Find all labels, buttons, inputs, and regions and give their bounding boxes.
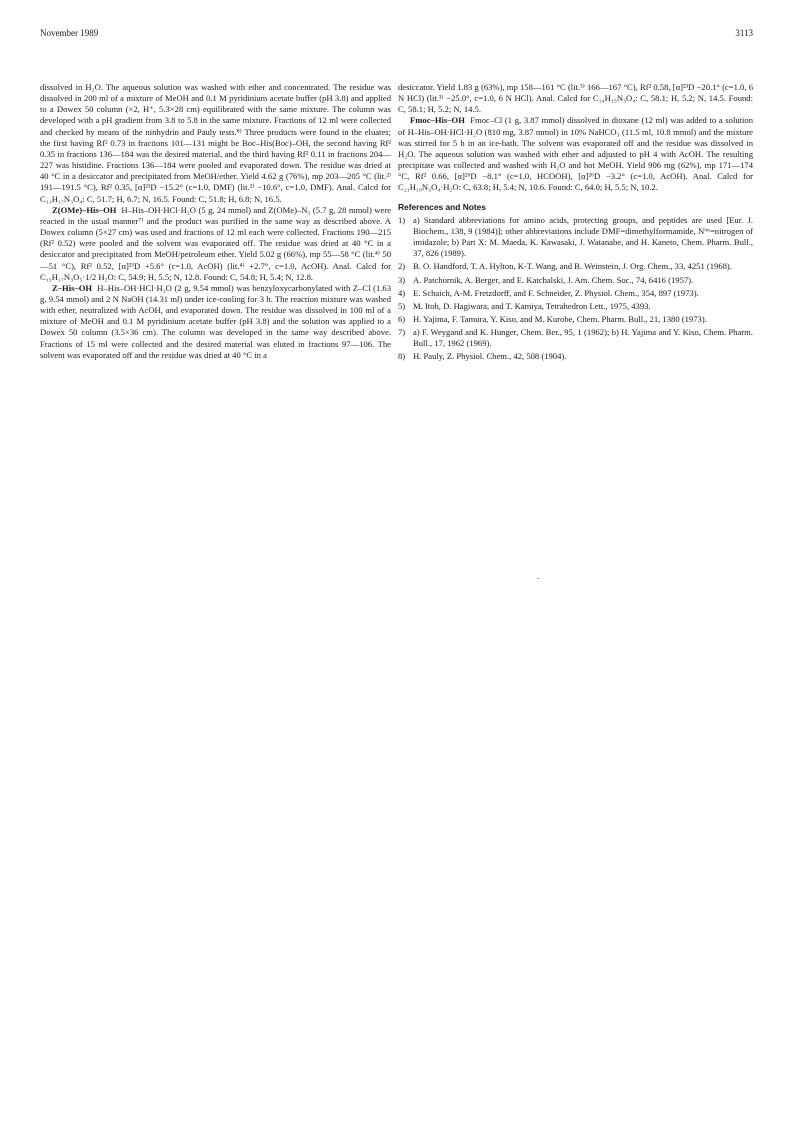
reference-number: 3) bbox=[398, 274, 406, 285]
reference-text: A. Patchornik, A. Berger, and E. Katchalski, J. Am. Chem. Soc., 74, 6416 (1957). bbox=[413, 274, 694, 285]
references-list bbox=[398, 215, 753, 363]
reference-item bbox=[398, 351, 753, 362]
reference-number: 2) bbox=[398, 261, 406, 272]
reference-item bbox=[398, 261, 753, 272]
right-column bbox=[398, 82, 753, 365]
compound-heading: Z–His–OH bbox=[52, 282, 93, 293]
reference-item bbox=[398, 314, 753, 325]
paragraph-text: H–His–OH·HCl·H₂O (5 g, 24 mmol) and Z(OMe)–N₃ (5.7 g, 28 mmol) were reacted in the usual manner⁷⁾ and the product was purified in the same way as described above. A Dowex column (5×27 cm) was used and fractions of 12 ml each were collected. Fractions 190—215 (Rf² 0.52) were pooled and the solvent was evaporated off. The residue was dried at 40 °C in a desiccator and precipitated from MeOH/petroleum ether. Yield 5.02 g (66%), mp 55—58 °C (lit.⁴⁾ 50—51 °C), Rf² 0.52, [α]²³D +5.6° (c=1.0, AcOH) (lit.⁴⁾ +2.7°, c=1.0, AcOH). Anal. Calcd for C₁₅H₁₇N₃O₅·1/2 H₂O: C, 54.9; H, 5.5; N, 12.8. Found: C, 54.8; H, 5.4; N, 12.8. bbox=[40, 204, 392, 282]
running-header-date: November 1989 bbox=[40, 28, 99, 38]
reference-text: M. Itoh, D. Hagiwara, and T. Kamiya, Tetrahedron Lett., 1975, 4393. bbox=[413, 300, 651, 311]
page-number: 3113 bbox=[735, 28, 753, 38]
reference-text: a) F. Weygand and K. Hunger, Chem. Ber., 95, 1 (1962); b) H. Yajima and Y. Kiso, Chem. Pharm. Bull., 17, 1962 (1969). bbox=[413, 327, 753, 349]
stray-mark bbox=[537, 578, 539, 579]
paragraph-text: Fmoc–Cl (1 g, 3.87 mmol) dissolved in dioxane (12 ml) was added to a solution of H–His–OH·HCl·H₂O (810 mg, 3.87 mmol) in 10% NaHCO₃ (11.5 ml, 10.8 mmol) and the mixture was stirred for 5 h in an ice-bath. The solvent was evaporated off and the residue was dissolved in H₂O. The aqueous solution was washed with ether and adjusted to pH 4 with AcOH. The resulting precipitate was collected and washed with H₂O and hot MeOH. Yield 906 mg (62%), mp 171—174 °C, Rf² 0.66, [α]²⁶D −8.1° (c=1.0, HCOOH), [α]²⁶D −3.2° (c=1.0, AcOH). Anal. Calcd for C₂₁H₁₉N₃O₄·H₂O: C, 63.8; H, 5.4; N, 10.6. Found: C, 64.0; H, 5.5; N, 10.2. bbox=[398, 115, 753, 193]
reference-number: 7) bbox=[398, 327, 406, 338]
reference-text: a) Standard abbreviations for amino acids, protecting groups, and peptides are used [Eur. J. Biochem., 138, 9 (1984)]; other abbreviations include DMF=dimethylformamide, Nⁱᵐ=nitrogen of imidazole; b) Part X: M. Maeda, K. Kawasaki, J. Watanabe, and H. Kaneto, Chem. Pharm. Bull., 37, 826 (1989). bbox=[413, 214, 753, 259]
reference-number: 1) bbox=[398, 214, 406, 225]
reference-item bbox=[398, 327, 753, 349]
compound-heading: Z(OMe)–His–OH bbox=[52, 204, 117, 215]
compound-heading: Fmoc–His–OH bbox=[410, 115, 465, 126]
reference-number: 5) bbox=[398, 300, 406, 311]
references-heading: References and Notes bbox=[398, 201, 486, 212]
reference-number: 4) bbox=[398, 287, 406, 298]
paragraph-text: H–His–OH·HCl·H₂O (2 g, 9.54 mmol) was benzyloxycarbonylated with Z–Cl (1.63 g, 9.54 mmol) and 2 N NaOH (14.31 ml) under ice-cooling for 3 h. The reaction mixture was washed with ether, neutralized with AcOH, and evaporated down. The residue was dissolved in 100 ml of a mixture of MeOH and 0.1 M pyridinium acetate buffer (pH 3.8) and the solution was applied to a Dowex 50 column (3.5×36 cm). The column was developed in the same way described above. Fractions of 15 ml were collected and the desired material was eluted in fractions 97—106. The solvent was evaporated off and the residue was dried at 40 °C in a bbox=[40, 282, 392, 360]
paragraph-z-his bbox=[40, 283, 391, 361]
reference-text: H. Yajima, F. Tamura, Y. Kiso, and M. Kurobe, Chem. Pharm. Bull., 21, 1380 (1973). bbox=[413, 313, 707, 324]
reference-text: H. Pauly, Z. Physiol. Chem., 42, 508 (1904). bbox=[413, 351, 567, 362]
reference-item bbox=[398, 301, 753, 312]
reference-item bbox=[398, 215, 753, 260]
reference-text: B. O. Handford, T. A. Hylton, K-T. Wang, and B. Weinstein, J. Org. Chem., 33, 4251 (1968). bbox=[413, 261, 732, 272]
reference-number: 8) bbox=[398, 351, 406, 362]
reference-item bbox=[398, 288, 753, 299]
reference-text: E. Schaich, A-M. Fretzdorff, and F. Schneider, Z. Physiol. Chem., 354, 897 (1973). bbox=[413, 287, 699, 298]
paragraph-z-ome-his bbox=[40, 205, 391, 283]
reference-item bbox=[398, 275, 753, 286]
reference-number: 6) bbox=[398, 313, 406, 324]
paragraph-continuation: dissolved in H₂O. The aqueous solution was washed with ether and concentrated. The residue was dissolved in 200 ml of a mixture of MeOH and 0.1 M pyridinium acetate buffer (pH 3.8) and applied to a Dowex 50 column (×2, H⁺, 5.3×28 cm) equilibrated with the same mixture. The column was developed with a pH gradient from 3.8 to 5.8 in the same mixture. Fractions of 12 ml were collected and checked by means of the ninhydrin and Pauly tests.⁸⁾ Three products were found in the eluates; the first having Rf² 0.73 in fractions 101—131 might be Boc–His(Boc)–OH, the second having Rf² 0.35 in fractions 136—184 was the desired material, and the third having Rf² 0.11 in fractions 204—227 was histidine. Fractions 136—184 were pooled and evaporated down. The residue was dried at 40 °C in a desiccator and precipitated from MeOH/ether. Yield 4.62 g (76%), mp 203—205 °C (lit.²⁾ 191—191.5 °C), Rf² 0.35, [α]²¹D −15.2° (c=1.0, DMF) (lit.²⁾ −10.6°, c=1.0, DMF). Anal. Calcd for C₁₁H₁₇N₃O₄: C, 51.7; H, 6.7; N, 16.5. Found: C, 51.8; H, 6.8; N, 16.5. bbox=[40, 82, 391, 204]
left-column bbox=[40, 82, 391, 361]
paragraph-fmoc-his bbox=[398, 115, 753, 193]
paragraph-continuation: desiccator. Yield 1.83 g (63%), mp 158—161 °C (lit.³⁾ 166—167 °C), Rf² 0.58, [α]²³D −20.1° (c=1.0, 6 N HCl) (lit.³⁾ −25.0°, c=1.0, 6 N HCl). Anal. Calcd for C₁₄H₁₅N₃O₄: C, 58.1; H, 5.2; N, 14.5. Found: C, 58.1; H, 5.2; N, 14.5. bbox=[398, 82, 753, 115]
